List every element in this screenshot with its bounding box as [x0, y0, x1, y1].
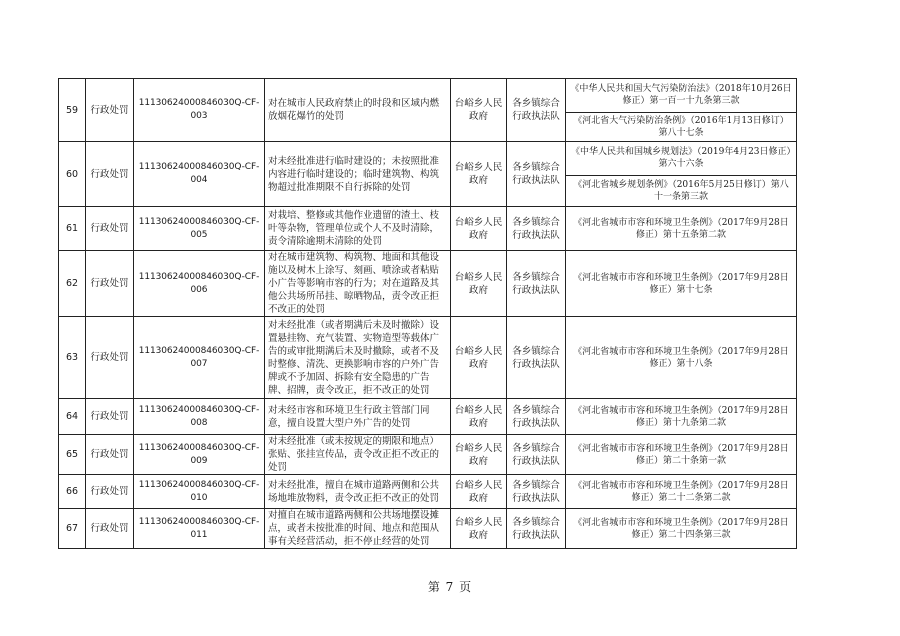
legal-basis: 《河北省城市市容和环境卫生条例》（2017年9月28日修正）第二十条第一款	[566, 435, 797, 475]
enforcement-subject: 台峪乡人民政府	[451, 142, 507, 207]
enforcement-subject: 台峪乡人民政府	[451, 509, 507, 549]
enforcement-subject: 台峪乡人民政府	[451, 79, 507, 142]
item-code: 11130624000846030Q-CF-010	[134, 475, 265, 509]
enforcement-unit: 各乡镇综合行政执法队	[507, 399, 566, 435]
legal-basis	[566, 79, 797, 142]
legal-basis: 《河北省城市市容和环境卫生条例》（2017年9月28日修正）第十五条第二款	[566, 207, 797, 251]
power-type: 行政处罚	[86, 399, 134, 435]
item-code: 11130624000846030Q-CF-003	[134, 79, 265, 142]
item-code: 11130624000846030Q-CF-004	[134, 142, 265, 207]
legal-basis-list	[566, 79, 796, 141]
enforcement-subject: 台峪乡人民政府	[451, 475, 507, 509]
legal-basis	[566, 142, 797, 207]
legal-basis: 《河北省城市市容和环境卫生条例》（2017年9月28日修正）第二十二条第二款	[566, 475, 797, 509]
legal-basis-list	[566, 142, 796, 206]
power-type: 行政处罚	[86, 435, 134, 475]
row-number: 63	[59, 317, 86, 399]
table-row	[59, 79, 797, 142]
item-name: 对在城市人民政府禁止的时段和区域内燃放烟花爆竹的处罚	[265, 79, 451, 142]
table-body	[59, 79, 797, 549]
item-code: 11130624000846030Q-CF-006	[134, 251, 265, 317]
item-code: 11130624000846030Q-CF-005	[134, 207, 265, 251]
table-row	[59, 142, 797, 207]
page-number: 第 7 页	[427, 580, 473, 594]
power-type: 行政处罚	[86, 207, 134, 251]
table-row	[59, 317, 797, 399]
legal-basis: 《河北省城市市容和环境卫生条例》（2017年9月28日修正）第二十四条第三款	[566, 509, 797, 549]
row-number: 67	[59, 509, 86, 549]
enforcement-subject: 台峪乡人民政府	[451, 207, 507, 251]
row-number: 66	[59, 475, 86, 509]
row-number: 60	[59, 142, 86, 207]
legal-basis-item: 《中华人民共和国大气污染防治法》（2018年10月26日修正）第一百一十九条第三款	[570, 84, 792, 107]
enforcement-subject: 台峪乡人民政府	[451, 399, 507, 435]
power-type: 行政处罚	[86, 251, 134, 317]
legal-basis: 《河北省城市市容和环境卫生条例》（2017年9月28日修正）第十八条	[566, 317, 797, 399]
legal-basis: 《河北省城市市容和环境卫生条例》（2017年9月28日修正）第十七条	[566, 251, 797, 317]
table-row	[59, 509, 797, 549]
enforcement-unit: 各乡镇综合行政执法队	[507, 79, 566, 142]
item-name: 对未经批准，擅自在城市道路两侧和公共场地堆放物料，责令改正拒不改正的处罚	[265, 475, 451, 509]
row-number: 62	[59, 251, 86, 317]
item-code: 11130624000846030Q-CF-009	[134, 435, 265, 475]
legal-basis: 《河北省城市市容和环境卫生条例》（2017年9月28日修正）第十九条第二款	[566, 399, 797, 435]
legal-basis-item: 《河北省城乡规划条例》（2016年5月25日修订）第八十一条第三款	[566, 175, 796, 206]
item-name: 对未经批准（或未按规定的期限和地点）张贴、张挂宣传品，责令改正拒不改正的处罚	[265, 435, 451, 475]
table-row	[59, 251, 797, 317]
item-name: 对擅自在城市道路两侧和公共场地摆设摊点，或者未按批准的时间、地点和范围从事有关经营活动，拒不停止经营的处罚	[265, 509, 451, 549]
item-code: 11130624000846030Q-CF-007	[134, 317, 265, 399]
power-type: 行政处罚	[86, 142, 134, 207]
row-number: 61	[59, 207, 86, 251]
item-name: 对未经市容和环境卫生行政主管部门同意，擅自设置大型户外广告的处罚	[265, 399, 451, 435]
row-number: 64	[59, 399, 86, 435]
enforcement-subject: 台峪乡人民政府	[451, 317, 507, 399]
legal-basis-item: 《河北省大气污染防治条例》（2016年1月13日修订）第八十七条	[566, 112, 796, 141]
power-type: 行政处罚	[86, 509, 134, 549]
table-row	[59, 207, 797, 251]
row-number: 59	[59, 79, 86, 142]
enforcement-items-table	[58, 78, 797, 549]
enforcement-subject: 台峪乡人民政府	[451, 251, 507, 317]
power-type: 行政处罚	[86, 317, 134, 399]
enforcement-unit: 各乡镇综合行政执法队	[507, 251, 566, 317]
table-row	[59, 435, 797, 475]
enforcement-subject: 台峪乡人民政府	[451, 435, 507, 475]
enforcement-unit: 各乡镇综合行政执法队	[507, 435, 566, 475]
table-row	[59, 399, 797, 435]
table-row	[59, 475, 797, 509]
item-name: 对在城市建筑物、构筑物、地面和其他设施以及树木上涂写、刻画、喷涂或者粘贴小广告等影响市容的行为；对在道路及其他公共场所吊挂、晾晒物品，责令改正拒不改正的处罚	[265, 251, 451, 317]
item-code: 11130624000846030Q-CF-011	[134, 509, 265, 549]
power-type: 行政处罚	[86, 79, 134, 142]
item-code: 11130624000846030Q-CF-008	[134, 399, 265, 435]
item-name: 对未经批准进行临时建设的；未按照批准内容进行临时建设的；临时建筑物、构筑物超过批准期限不自行拆除的处罚	[265, 142, 451, 207]
enforcement-unit: 各乡镇综合行政执法队	[507, 207, 566, 251]
item-name: 对未经批准（或者期满后未及时撤除）设置悬挂物、充气装置、实物造型等载体广告的或审批期满后未及时撤除，或者不及时整修、清洗、更换影响市容的户外广告牌或不予加固、拆除有安全隐患的广告牌、招牌，责令改正，拒不改正的处罚	[265, 317, 451, 399]
row-number: 65	[59, 435, 86, 475]
legal-basis-item: 《中华人民共和国城乡规划法》（2019年4月23日修正）第六十六条	[570, 147, 792, 170]
enforcement-unit: 各乡镇综合行政执法队	[507, 317, 566, 399]
enforcement-unit: 各乡镇综合行政执法队	[507, 509, 566, 549]
power-type: 行政处罚	[86, 475, 134, 509]
enforcement-unit: 各乡镇综合行政执法队	[507, 475, 566, 509]
item-name: 对栽培、整修或其他作业遗留的渣土、枝叶等杂物，管理单位或个人不及时清除，责令清除逾期未清除的处罚	[265, 207, 451, 251]
enforcement-unit: 各乡镇综合行政执法队	[507, 142, 566, 207]
